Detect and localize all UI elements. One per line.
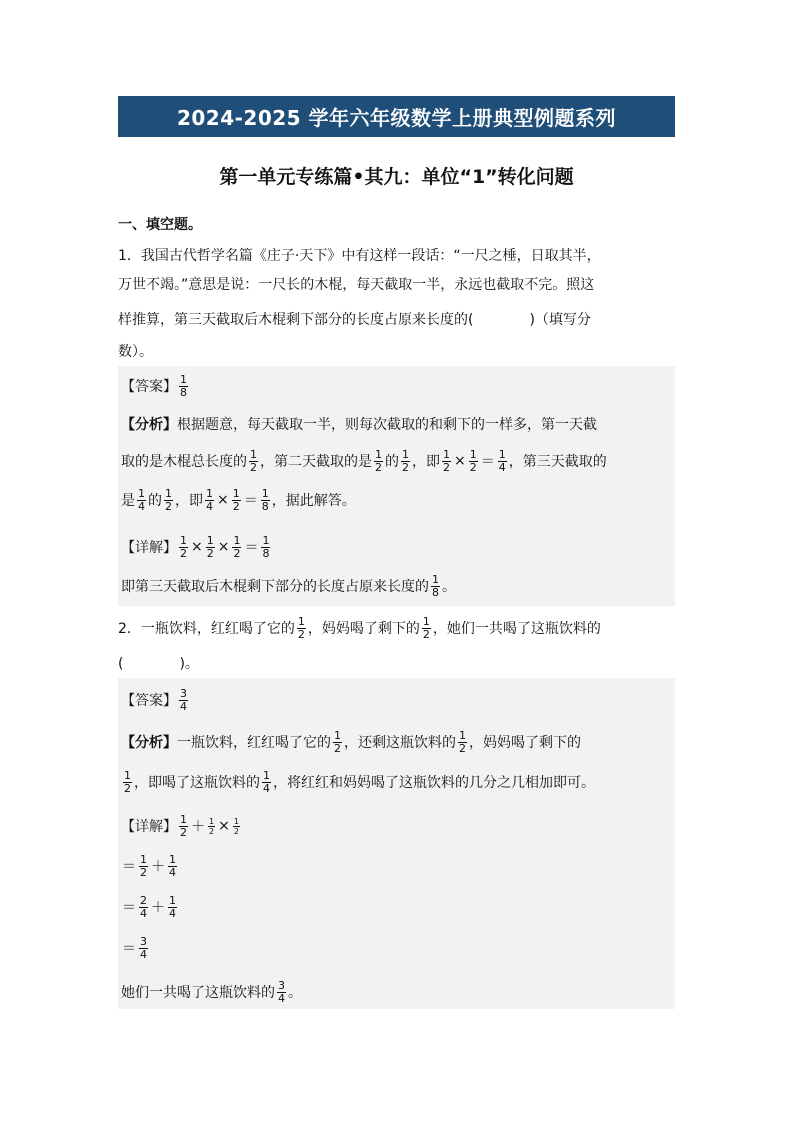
fraction: $\frac{2}{4}$ xyxy=(140,893,147,920)
fraction: $\frac{1}{4}$ xyxy=(138,486,145,513)
times-sign: × xyxy=(191,539,203,555)
q1-analysis-row-3 xyxy=(121,486,356,514)
fraction: $\frac{1}{2}$ xyxy=(469,447,477,474)
fraction: $\frac{1}{2}$ xyxy=(232,486,240,513)
fraction: $\frac{1}{2}$ xyxy=(459,728,466,755)
answer-label: 【答案】 xyxy=(121,379,177,395)
q2-conclusion-row xyxy=(121,978,302,1006)
q1-line-3: 样推算，第三天截取后木棍剩下部分的长度占原来长度的( )（填写分 xyxy=(118,312,591,328)
fraction: $\frac{1}{2}$ xyxy=(165,486,172,513)
q2-step-2 xyxy=(121,893,179,921)
question-text: ，她们一共喝了这瓶饮料的 xyxy=(432,621,601,637)
analysis-text: 一瓶饮料，红红喝了它的 xyxy=(177,735,331,751)
equals-sign: ＝ xyxy=(122,941,136,957)
fraction: $\frac{1}{8}$ xyxy=(261,486,269,513)
analysis-text: ，即喝了这瓶饮料的 xyxy=(134,775,260,791)
analysis-text: 取的是木棍总长度的 xyxy=(121,454,247,470)
fraction: $\frac{1}{4}$ xyxy=(206,486,213,513)
equals-sign: ＝ xyxy=(122,859,136,875)
analysis-label: 【分析】 xyxy=(121,735,177,751)
document-banner: 2024-2025 学年六年级数学上册典型例题系列 xyxy=(118,96,675,137)
analysis-text: ，即 xyxy=(175,493,203,509)
analysis-text: ，即 xyxy=(412,454,440,470)
analysis-text: ，将红红和妈妈喝了这瓶饮料的几分之几相加即可。 xyxy=(273,775,595,791)
analysis-text: 是 xyxy=(121,493,135,509)
period: 。 xyxy=(288,985,302,1001)
times-sign: × xyxy=(454,453,466,469)
equals-sign: ＝ xyxy=(243,493,258,509)
q2-line-1 xyxy=(118,614,601,642)
analysis-text: 根据题意，每天截取一半，则每次截取的和剩下的一样多，第一天截 xyxy=(177,417,597,433)
fraction: $\frac{1}{2}$ xyxy=(140,852,147,879)
q2-step-3 xyxy=(121,934,150,962)
analysis-text: ，第二天截取的是 xyxy=(260,454,372,470)
conclusion-text: 她们一共喝了这瓶饮料的 xyxy=(121,985,275,1001)
fraction: $\frac{1}{2}$ xyxy=(209,816,215,836)
analysis-text: ，据此解答。 xyxy=(271,493,356,509)
plus-sign: ＋ xyxy=(151,900,165,916)
fraction: $\frac{1}{2}$ xyxy=(206,533,214,560)
fraction: $\frac{1}{4}$ xyxy=(498,447,506,474)
fraction: $\frac{3}{4}$ xyxy=(180,686,187,713)
conclusion-text: 即第三天截取后木棍剩下部分的长度占原来长度的 xyxy=(121,579,429,595)
analysis-text: ，妈妈喝了剩下的 xyxy=(469,735,581,751)
times-sign: × xyxy=(217,539,230,555)
fraction: $\frac{1}{8}$ xyxy=(262,533,270,560)
fraction: $\frac{1}{2}$ xyxy=(443,447,450,474)
q1-analysis-row-2 xyxy=(121,447,607,475)
q1-line-2: 万世不竭。”意思是说：一尺长的木棍，每天截取一半，永远也截取不完。照这 xyxy=(118,277,595,293)
page-title: 第一单元专练篇•其九：单位“1”转化问题 xyxy=(219,166,574,188)
detail-label: 【详解】 xyxy=(121,540,177,556)
analysis-text: ，第三天截取的 xyxy=(508,454,607,470)
analysis-text: 的 xyxy=(148,493,162,509)
fraction: $\frac{1}{8}$ xyxy=(432,572,439,599)
fraction: $\frac{1}{2}$ xyxy=(375,447,382,474)
fraction: $\frac{1}{2}$ xyxy=(422,614,430,641)
fraction: $\frac{1}{2}$ xyxy=(124,768,131,795)
q2-analysis-row-1 xyxy=(121,728,581,756)
fraction: $\frac{1}{2}$ xyxy=(180,812,187,839)
question-text: ，妈妈喝了剩下的 xyxy=(307,621,420,637)
equals-sign: ＝ xyxy=(244,540,259,556)
times-sign: × xyxy=(217,492,229,508)
q1-line-1: 1．我国古代哲学名篇《庄子·天下》中有这样一段话：“一尺之棰，日取其半， xyxy=(118,248,601,264)
section-heading: 一、填空题。 xyxy=(118,217,202,233)
q1-conclusion-row xyxy=(121,572,456,600)
q2-line-2: ( )。 xyxy=(118,656,199,672)
fraction: $\frac{1}{2}$ xyxy=(334,728,341,755)
q1-answer-row xyxy=(121,372,190,400)
answer-label: 【答案】 xyxy=(121,693,177,709)
q2-detail-row xyxy=(121,812,242,840)
equals-sign: ＝ xyxy=(122,900,136,916)
times-sign: × xyxy=(218,818,230,834)
fraction: $\frac{1}{2}$ xyxy=(233,816,239,836)
plus-sign: ＋ xyxy=(191,819,205,835)
plus-sign: ＋ xyxy=(151,859,165,875)
fraction: $\frac{3}{4}$ xyxy=(140,934,147,961)
q2-answer-row xyxy=(121,686,190,714)
fraction: $\frac{1}{4}$ xyxy=(169,893,176,920)
q1-line-4: 数）。 xyxy=(118,344,153,360)
analysis-label: 【分析】 xyxy=(121,417,177,433)
q1-detail-row xyxy=(121,533,272,561)
fraction: $\frac{1}{2}$ xyxy=(297,614,305,641)
q2-step-1 xyxy=(121,852,179,880)
analysis-text: 的 xyxy=(385,454,399,470)
analysis-text: ，还剩这瓶饮料的 xyxy=(344,735,456,751)
fraction: $\frac{1}{2}$ xyxy=(250,447,257,474)
fraction: $\frac{1}{4}$ xyxy=(169,852,176,879)
period: 。 xyxy=(442,579,456,595)
question-text: 2．一瓶饮料，红红喝了它的 xyxy=(118,621,295,637)
equals-sign: ＝ xyxy=(480,454,495,470)
fraction: $\frac{3}{4}$ xyxy=(278,978,285,1005)
fraction: $\frac{1}{2}$ xyxy=(180,533,187,560)
fraction: $\frac{1}{8}$ xyxy=(180,372,187,399)
fraction: $\frac{1}{2}$ xyxy=(233,533,241,560)
fraction: $\frac{1}{2}$ xyxy=(402,447,409,474)
q2-analysis-row-2 xyxy=(121,768,595,796)
detail-label: 【详解】 xyxy=(121,819,177,835)
q1-analysis-row-1 xyxy=(121,410,597,438)
fraction: $\frac{1}{4}$ xyxy=(263,768,270,795)
